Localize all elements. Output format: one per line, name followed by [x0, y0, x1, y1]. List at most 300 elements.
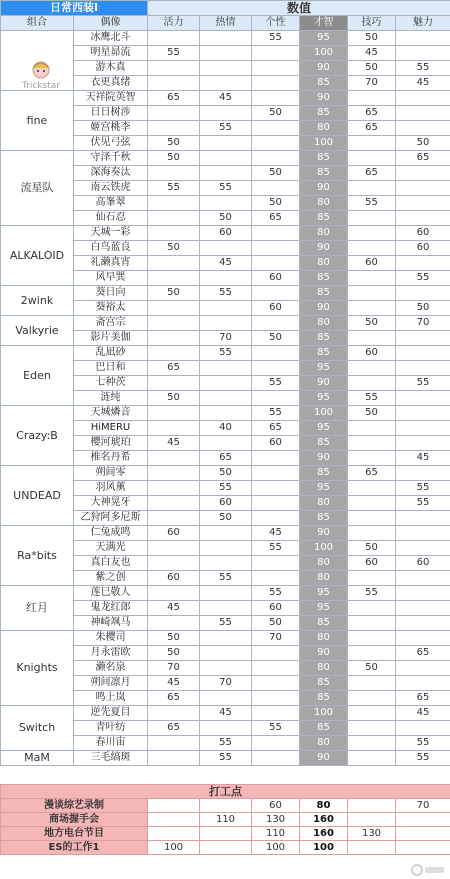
charm-cell	[396, 616, 450, 631]
vitality-cell	[148, 616, 200, 631]
work-charm-cell	[396, 841, 450, 855]
vitality-cell	[148, 706, 200, 721]
individuality-cell	[252, 496, 300, 511]
technique-cell: 50	[348, 661, 396, 676]
passion-cell: 65	[200, 451, 252, 466]
charm-cell	[396, 46, 450, 61]
passion-cell	[200, 316, 252, 331]
idol-row	[1, 406, 450, 421]
vitality-cell	[148, 451, 200, 466]
technique-cell: 50	[348, 316, 396, 331]
idol-name: 真白友也	[74, 556, 148, 571]
technique-cell	[348, 616, 396, 631]
wisdom-cell: 80	[300, 226, 348, 241]
col-wisdom: 才智	[300, 16, 348, 31]
individuality-cell: 70	[252, 631, 300, 646]
charm-cell	[396, 256, 450, 271]
individuality-cell	[252, 91, 300, 106]
idol-name: 乙狩阿多尼斯	[74, 511, 148, 526]
wisdom-cell: 90	[300, 181, 348, 196]
individuality-cell: 50	[252, 106, 300, 121]
work-name: ES的工作1	[1, 841, 148, 855]
col-idol: 偶像	[74, 16, 148, 31]
charm-cell	[396, 511, 450, 526]
charm-cell	[396, 106, 450, 121]
vitality-cell	[148, 61, 200, 76]
wisdom-cell: 100	[300, 46, 348, 61]
wisdom-cell: 90	[300, 61, 348, 76]
technique-cell	[348, 301, 396, 316]
work-vitality-cell	[148, 799, 200, 813]
wisdom-cell: 85	[300, 211, 348, 226]
charm-cell: 55	[396, 376, 450, 391]
idol-name: 莲巳敬人	[74, 586, 148, 601]
technique-cell	[348, 271, 396, 286]
work-row	[1, 799, 450, 813]
individuality-cell	[252, 571, 300, 586]
wisdom-cell: 95	[300, 391, 348, 406]
idol-name: 逆先夏目	[74, 706, 148, 721]
passion-cell: 70	[200, 331, 252, 346]
wisdom-cell: 85	[300, 331, 348, 346]
charm-cell: 65	[396, 646, 450, 661]
vitality-cell	[148, 466, 200, 481]
wisdom-cell: 80	[300, 316, 348, 331]
vitality-cell	[148, 736, 200, 751]
passion-cell: 45	[200, 91, 252, 106]
technique-cell	[348, 331, 396, 346]
technique-cell	[348, 226, 396, 241]
work-row	[1, 827, 450, 841]
vitality-cell	[148, 166, 200, 181]
technique-cell: 65	[348, 121, 396, 136]
wisdom-cell: 85	[300, 151, 348, 166]
wisdom-cell: 85	[300, 436, 348, 451]
group-name: 流星队	[1, 151, 74, 226]
individuality-cell: 55	[252, 586, 300, 601]
work-passion-cell: 110	[200, 813, 252, 827]
individuality-cell	[252, 706, 300, 721]
passion-cell	[200, 661, 252, 676]
passion-cell: 45	[200, 256, 252, 271]
charm-cell	[396, 466, 450, 481]
charm-cell	[396, 421, 450, 436]
individuality-cell: 45	[252, 526, 300, 541]
title-row	[1, 1, 450, 16]
technique-cell	[348, 646, 396, 661]
technique-cell	[348, 436, 396, 451]
vitality-cell	[148, 331, 200, 346]
wisdom-cell: 95	[300, 601, 348, 616]
technique-cell	[348, 721, 396, 736]
idol-row	[1, 31, 450, 46]
vitality-cell: 55	[148, 181, 200, 196]
passion-cell	[200, 601, 252, 616]
passion-cell: 60	[200, 496, 252, 511]
technique-cell: 55	[348, 391, 396, 406]
work-wisdom-cell: 80	[300, 799, 348, 813]
charm-cell	[396, 406, 450, 421]
passion-cell: 55	[200, 616, 252, 631]
col-technique: 技巧	[348, 16, 396, 31]
idol-name: 冰鹰北斗	[74, 31, 148, 46]
passion-cell: 50	[200, 466, 252, 481]
charm-cell	[396, 211, 450, 226]
idol-row	[1, 466, 450, 481]
individuality-cell	[252, 256, 300, 271]
technique-cell	[348, 286, 396, 301]
passion-cell	[200, 196, 252, 211]
idol-name: 南云铁虎	[74, 181, 148, 196]
technique-cell	[348, 691, 396, 706]
idol-name: 白鸟蓝良	[74, 241, 148, 256]
work-individuality-cell: 60	[252, 799, 300, 813]
charm-cell: 55	[396, 61, 450, 76]
charm-cell: 55	[396, 481, 450, 496]
vitality-cell	[148, 271, 200, 286]
work-charm-cell	[396, 813, 450, 827]
wisdom-cell: 90	[300, 646, 348, 661]
idol-name: 椎名丹希	[74, 451, 148, 466]
idol-row	[1, 316, 450, 331]
wisdom-cell: 80	[300, 196, 348, 211]
idol-row	[1, 346, 450, 361]
group-name: fine	[1, 91, 74, 151]
work-name: 商场握手会	[1, 813, 148, 827]
charm-cell: 60	[396, 226, 450, 241]
passion-cell: 55	[200, 571, 252, 586]
idol-name: 斋宫宗	[74, 316, 148, 331]
individuality-cell	[252, 316, 300, 331]
idol-name: 巴日和	[74, 361, 148, 376]
technique-cell: 65	[348, 166, 396, 181]
charm-cell: 65	[396, 151, 450, 166]
vitality-cell: 65	[148, 691, 200, 706]
col-individuality: 个性	[252, 16, 300, 31]
vitality-cell	[148, 556, 200, 571]
individuality-cell	[252, 346, 300, 361]
passion-cell: 55	[200, 736, 252, 751]
charm-cell	[396, 391, 450, 406]
trickstar-logo	[12, 56, 70, 96]
technique-cell	[348, 511, 396, 526]
passion-cell	[200, 646, 252, 661]
work-row	[1, 841, 450, 855]
technique-cell	[348, 421, 396, 436]
individuality-cell: 50	[252, 166, 300, 181]
passion-cell	[200, 436, 252, 451]
vitality-cell: 50	[148, 136, 200, 151]
idol-name: 鸣上岚	[74, 691, 148, 706]
wisdom-cell: 85	[300, 616, 348, 631]
wisdom-cell: 90	[300, 241, 348, 256]
vitality-cell	[148, 211, 200, 226]
technique-cell: 70	[348, 76, 396, 91]
values-header: 数值	[148, 1, 450, 16]
wisdom-cell: 85	[300, 106, 348, 121]
work-vitality-cell	[148, 813, 200, 827]
wisdom-cell: 85	[300, 691, 348, 706]
wisdom-cell: 90	[300, 526, 348, 541]
vitality-cell: 50	[148, 241, 200, 256]
wisdom-cell: 95	[300, 421, 348, 436]
idol-row	[1, 706, 450, 721]
charm-cell: 55	[396, 751, 450, 766]
individuality-cell: 50	[252, 616, 300, 631]
idol-name: 濑名泉	[74, 661, 148, 676]
passion-cell	[200, 106, 252, 121]
logo-text: Trickstar	[22, 81, 60, 91]
vitality-cell	[148, 541, 200, 556]
individuality-cell	[252, 646, 300, 661]
individuality-cell: 55	[252, 406, 300, 421]
idol-name: 日日树涉	[74, 106, 148, 121]
technique-cell: 55	[348, 586, 396, 601]
vitality-cell	[148, 226, 200, 241]
idol-row	[1, 226, 450, 241]
individuality-cell	[252, 661, 300, 676]
wisdom-cell: 85	[300, 676, 348, 691]
passion-cell	[200, 526, 252, 541]
charm-cell	[396, 676, 450, 691]
individuality-cell	[252, 46, 300, 61]
vitality-cell	[148, 301, 200, 316]
passion-cell	[200, 241, 252, 256]
passion-cell	[200, 691, 252, 706]
idol-name: 伏见弓弦	[74, 136, 148, 151]
vitality-cell	[148, 511, 200, 526]
idol-row	[1, 751, 450, 766]
wisdom-cell: 80	[300, 661, 348, 676]
group-name: 2wink	[1, 286, 74, 316]
work-title-row	[1, 785, 450, 799]
charm-cell: 45	[396, 451, 450, 466]
individuality-cell: 65	[252, 421, 300, 436]
charm-cell: 45	[396, 76, 450, 91]
individuality-cell: 55	[252, 541, 300, 556]
vitality-cell: 45	[148, 436, 200, 451]
vitality-cell	[148, 376, 200, 391]
technique-cell	[348, 676, 396, 691]
vitality-cell: 50	[148, 646, 200, 661]
individuality-cell	[252, 241, 300, 256]
idol-name: 守泽千秋	[74, 151, 148, 166]
group-name: Crazy:B	[1, 406, 74, 466]
wisdom-cell: 85	[300, 286, 348, 301]
charm-cell: 50	[396, 301, 450, 316]
passion-cell	[200, 406, 252, 421]
vitality-cell	[148, 496, 200, 511]
idol-name: 朔间零	[74, 466, 148, 481]
passion-cell: 55	[200, 286, 252, 301]
work-technique-cell	[348, 799, 396, 813]
work-technique-cell: 130	[348, 827, 396, 841]
vitality-cell: 50	[148, 151, 200, 166]
individuality-cell	[252, 511, 300, 526]
technique-cell: 50	[348, 406, 396, 421]
idol-name: 影片美伽	[74, 331, 148, 346]
passion-cell	[200, 166, 252, 181]
idol-name: 春川宙	[74, 736, 148, 751]
charm-cell	[396, 631, 450, 646]
individuality-cell: 55	[252, 31, 300, 46]
charm-cell	[396, 346, 450, 361]
work-passion-cell	[200, 827, 252, 841]
idol-name: 葵日向	[74, 286, 148, 301]
vitality-cell	[148, 31, 200, 46]
individuality-cell: 60	[252, 436, 300, 451]
group-name: Eden	[1, 346, 74, 406]
technique-cell	[348, 361, 396, 376]
wisdom-cell: 80	[300, 556, 348, 571]
charm-cell: 65	[396, 691, 450, 706]
vitality-cell: 65	[148, 721, 200, 736]
vitality-cell: 65	[148, 91, 200, 106]
wisdom-cell: 90	[300, 751, 348, 766]
individuality-cell	[252, 121, 300, 136]
group-name: Ra*bits	[1, 526, 74, 586]
wisdom-cell: 95	[300, 586, 348, 601]
individuality-cell: 60	[252, 271, 300, 286]
idol-name: 大神晃牙	[74, 496, 148, 511]
individuality-cell	[252, 361, 300, 376]
wisdom-cell: 85	[300, 511, 348, 526]
passion-cell	[200, 361, 252, 376]
charm-cell: 55	[396, 496, 450, 511]
individuality-cell	[252, 556, 300, 571]
work-rows	[1, 785, 450, 855]
wisdom-cell: 95	[300, 31, 348, 46]
vitality-cell: 60	[148, 571, 200, 586]
charm-cell: 55	[396, 271, 450, 286]
individuality-cell	[252, 391, 300, 406]
wisdom-cell: 80	[300, 496, 348, 511]
individuality-cell	[252, 676, 300, 691]
charm-cell	[396, 121, 450, 136]
passion-cell: 55	[200, 751, 252, 766]
passion-cell: 70	[200, 676, 252, 691]
passion-cell	[200, 376, 252, 391]
charm-cell	[396, 166, 450, 181]
technique-cell: 65	[348, 106, 396, 121]
watermark-icon	[410, 863, 446, 877]
idol-row	[1, 151, 450, 166]
work-wisdom-cell: 160	[300, 813, 348, 827]
technique-cell	[348, 706, 396, 721]
work-technique-cell	[348, 813, 396, 827]
technique-cell	[348, 136, 396, 151]
idol-name: 月永雷欧	[74, 646, 148, 661]
technique-cell	[348, 151, 396, 166]
passion-cell	[200, 721, 252, 736]
vitality-cell	[148, 76, 200, 91]
work-individuality-cell: 110	[252, 827, 300, 841]
technique-cell: 55	[348, 196, 396, 211]
technique-cell: 50	[348, 61, 396, 76]
vitality-cell: 65	[148, 361, 200, 376]
wisdom-cell: 80	[300, 736, 348, 751]
section-gap	[0, 766, 450, 784]
passion-cell: 50	[200, 211, 252, 226]
work-name: 地方电台节目	[1, 827, 148, 841]
work-technique-cell	[348, 841, 396, 855]
col-group: 组合	[1, 16, 74, 31]
individuality-cell	[252, 286, 300, 301]
work-passion-cell	[200, 841, 252, 855]
charm-cell	[396, 601, 450, 616]
charm-cell: 60	[396, 556, 450, 571]
technique-cell	[348, 181, 396, 196]
wisdom-cell: 100	[300, 706, 348, 721]
passion-cell	[200, 61, 252, 76]
idol-name: 姬宫桃李	[74, 121, 148, 136]
passion-cell	[200, 151, 252, 166]
charm-cell	[396, 586, 450, 601]
work-table	[0, 784, 450, 855]
technique-cell	[348, 451, 396, 466]
technique-cell: 50	[348, 541, 396, 556]
idol-name: 天满光	[74, 541, 148, 556]
technique-cell	[348, 91, 396, 106]
vitality-cell	[148, 316, 200, 331]
work-vitality-cell: 100	[148, 841, 200, 855]
technique-cell	[348, 481, 396, 496]
idol-name: 风早巽	[74, 271, 148, 286]
wisdom-cell: 85	[300, 76, 348, 91]
technique-cell: 45	[348, 46, 396, 61]
technique-cell	[348, 496, 396, 511]
idol-name: 葵裕太	[74, 301, 148, 316]
vitality-cell	[148, 751, 200, 766]
idol-row	[1, 631, 450, 646]
idol-name: 涟纯	[74, 391, 148, 406]
technique-cell	[348, 571, 396, 586]
work-wisdom-cell: 100	[300, 841, 348, 855]
passion-cell	[200, 541, 252, 556]
idol-name: 鬼龙红郎	[74, 601, 148, 616]
passion-cell: 60	[200, 226, 252, 241]
idol-name: 高峯翠	[74, 196, 148, 211]
vitality-cell: 50	[148, 391, 200, 406]
technique-cell: 65	[348, 466, 396, 481]
individuality-cell: 55	[252, 721, 300, 736]
technique-cell	[348, 601, 396, 616]
passion-cell: 55	[200, 121, 252, 136]
charm-cell: 55	[396, 736, 450, 751]
passion-cell	[200, 301, 252, 316]
individuality-cell	[252, 451, 300, 466]
group-name: Valkyrie	[1, 316, 74, 346]
col-charm: 魅力	[396, 16, 450, 31]
individuality-cell	[252, 691, 300, 706]
group-name: UNDEAD	[1, 466, 74, 526]
idol-name: 羽风薰	[74, 481, 148, 496]
wisdom-cell: 95	[300, 481, 348, 496]
vitality-cell	[148, 406, 200, 421]
idol-name: 游木真	[74, 61, 148, 76]
individuality-cell	[252, 226, 300, 241]
wisdom-cell: 100	[300, 406, 348, 421]
charm-cell	[396, 331, 450, 346]
individuality-cell: 60	[252, 601, 300, 616]
passion-cell: 55	[200, 481, 252, 496]
passion-cell	[200, 556, 252, 571]
vitality-cell	[148, 196, 200, 211]
vitality-cell	[148, 421, 200, 436]
idol-name: 樱河琥珀	[74, 436, 148, 451]
passion-cell: 50	[200, 511, 252, 526]
technique-cell	[348, 526, 396, 541]
